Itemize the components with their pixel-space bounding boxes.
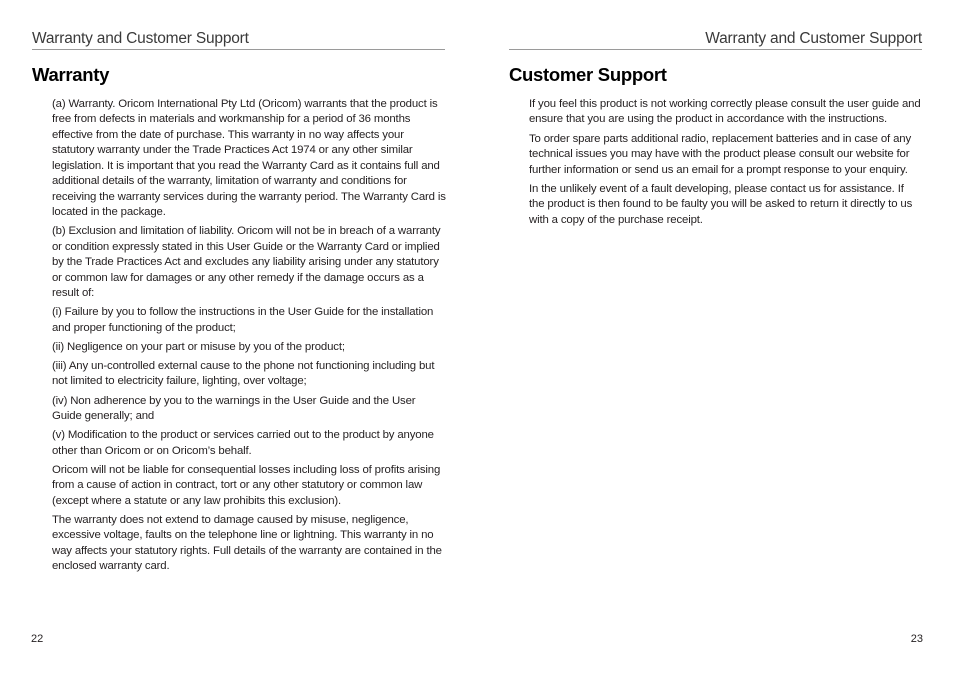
warranty-body [52,97,448,578]
paragraph: To order spare parts additional radio, replacement batteries and in case of any technical issues you may have with the product please consult our website for further information or send us an email for a prompt response to your enquiry. [529,132,911,176]
paragraph: (i) Failure by you to follow the instructions in the User Guide for the installation and proper functioning of the product; [52,306,434,334]
paragraph: (b) Exclusion and limitation of liability. Oricom will not be in breach of a warranty or condition expressly stated in this User Guide or the Warranty Card or implied by the Trade Practices Act and excludes any liability arising under any statutory or common law for damages or any other remedy if the damage occurs as a result of: [52,225,441,300]
paragraph: If you feel this product is not working correctly please consult the user guide and ensure that you are using the product in accordance with the instructions. [529,98,921,126]
paragraph: In the unlikely event of a fault developing, please contact us for assistance. If the product is then found to be faulty you will be asked to return it directly to us with a copy of the purchase receipt. [529,182,913,226]
page-number: 23 [910,633,923,645]
paragraph: (ii) Negligence on your part or misuse by you of the product; [52,340,345,353]
section-title-warranty: Warranty [32,64,110,85]
customer-support-body [529,97,921,232]
paragraph: (a) Warranty. Oricom International Pty Ltd (Oricom) warrants that the product is free from defects in materials and workmanship for a period of 36 months effective from the date of purchase. This warranty in no way affects your statutory warranty under the Trade Practices Act 1974 or any other similar legislation. It is important that you read the Warranty Card as it contains full and additional details of the warranty, limitation of warranty and conditions for receiving the warranty services during the warranty period. The Warranty Card is located in the package. [52,98,446,219]
paragraph: (v) Modification to the product or services carried out to the product by anyone other than Oricom or on Oricom’s behalf. [52,429,434,457]
paragraph: The warranty does not extend to damage caused by misuse, negligence, excessive voltage, faults on the telephone line or lightning. This warranty in no way affects your statutory rights. Full details of the warranty are contained in the enclosed warranty card. [52,513,442,573]
paragraph: Oricom will not be liable for consequential losses including loss of profits arising from a cause of action in contract, tort or any other statutory or common law (except where a statute or any law prohibits this exclusion). [52,463,441,507]
page-number: 22 [31,633,44,645]
running-header: Warranty and Customer Support [32,29,445,50]
paragraph: (iv) Non adherence by you to the warnings in the User Guide and the User Guide generally; and [52,394,416,423]
paragraph: (iii) Any un-controlled external cause to the phone not functioning including but not limited to electricity failure, lighting, over voltage; [52,360,435,388]
right-page [477,0,954,676]
running-header: Warranty and Customer Support [509,29,922,50]
section-title-customer-support: Customer Support [509,64,667,85]
